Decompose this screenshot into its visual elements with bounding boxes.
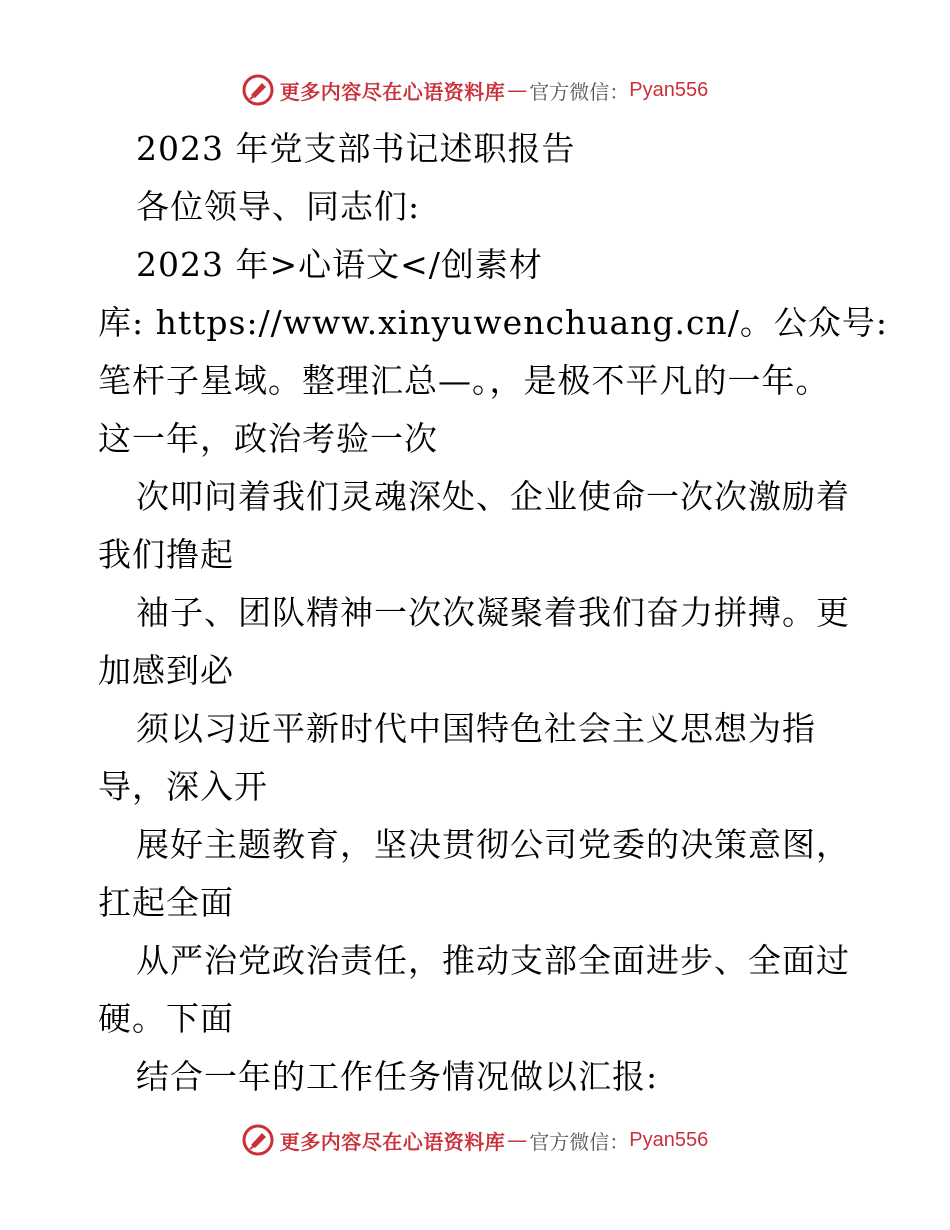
document-line: 2023 年>心语文</创素材 — [136, 245, 543, 284]
banner-dash: — — [507, 1128, 528, 1152]
banner-wechat-label: 官方微信： — [529, 79, 630, 104]
document-line: 展好主题教育，坚决贯彻公司党委的决策意图， — [136, 825, 850, 864]
header-banner — [0, 72, 950, 108]
banner-main-text: 更多内容尽在心语资料库 — [279, 1129, 506, 1154]
document-line: 须以习近平新时代中国特色社会主义思想为指 — [136, 709, 816, 748]
document-line: 库: https://www.xinyuwenchuang.cn/。公众号: — [98, 303, 888, 342]
banner-wechat-id: Pyan556 — [629, 78, 709, 101]
document-line: 2023 年党支部书记述职报告 — [136, 129, 576, 168]
banner-main-text: 更多内容尽在心语资料库 — [279, 79, 506, 104]
banner-wechat-id: Pyan556 — [629, 1128, 709, 1151]
document-line: 这一年，政治考验一次 — [98, 419, 438, 458]
banner-wechat-label: 官方微信： — [529, 1129, 630, 1154]
document-line: 袖子、团队精神一次次凝聚着我们奋力拼搏。更 — [136, 593, 850, 632]
footer-banner — [0, 1122, 950, 1158]
document-line: 从严治党政治责任，推动支部全面进步、全面过 — [136, 941, 850, 980]
document-body — [98, 120, 888, 1106]
brand-logo-icon — [242, 74, 274, 106]
document-line: 导，深入开 — [98, 767, 268, 806]
brand-logo-icon — [242, 1124, 274, 1156]
document-line: 各位领导、同志们: — [136, 187, 421, 226]
document-line: 笔杆子星域。整理汇总—。，是极不平凡的一年。 — [98, 361, 830, 400]
document-line: 次叩问着我们灵魂深处、企业使命一次次激励着 — [136, 477, 850, 516]
document-line: 硬。下面 — [98, 999, 234, 1038]
banner-dash: — — [507, 78, 528, 102]
document-line: 结合一年的工作任务情况做以汇报: — [136, 1057, 659, 1096]
document-line: 扛起全面 — [98, 883, 234, 922]
document-line: 我们撸起 — [98, 535, 234, 574]
document-line: 加感到必 — [98, 651, 234, 690]
